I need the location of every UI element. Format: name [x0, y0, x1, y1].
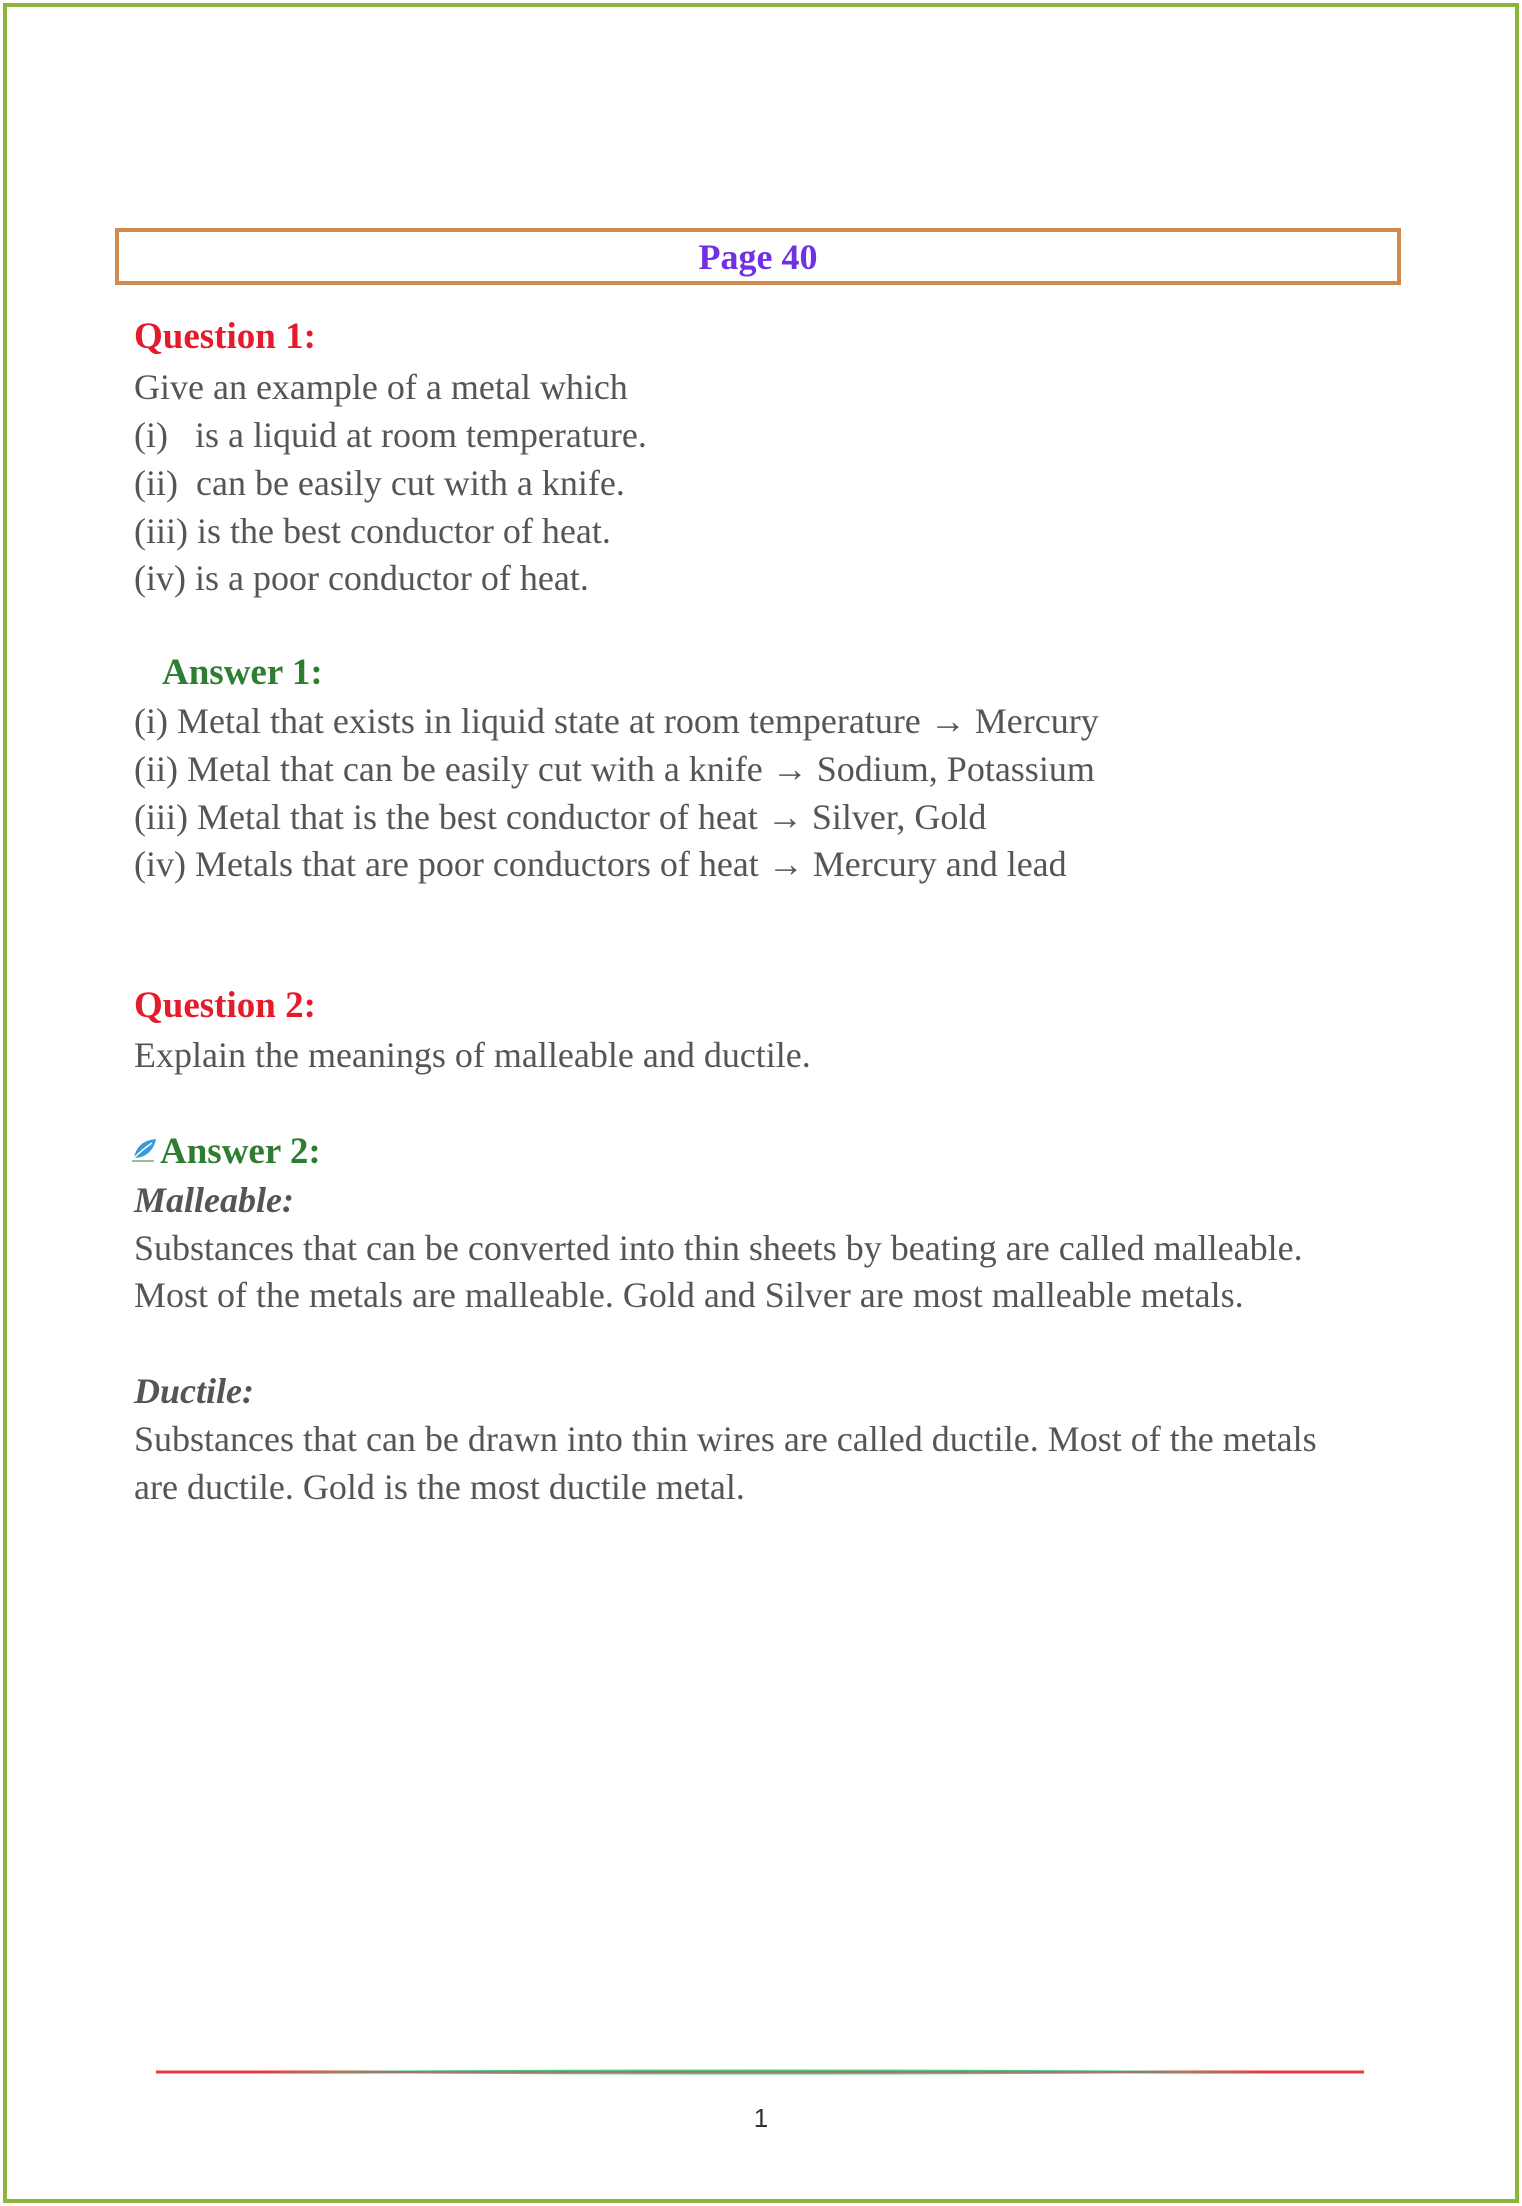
answer-1-item: (i) Metal that exists in liquid state at room temperature → Mercury [134, 701, 1099, 741]
ductile-definition-line: Substances that can be drawn into thin wires are called ductile. Most of the metals [134, 1419, 1317, 1459]
malleable-definition-line: Most of the metals are malleable. Gold and Silver are most malleable metals. [134, 1275, 1244, 1315]
answer-1-item: (iii) Metal that is the best conductor of heat → Silver, Gold [134, 797, 987, 837]
question-2-prompt: Explain the meanings of malleable and ductile. [134, 1035, 811, 1075]
term-malleable: Malleable: [134, 1180, 294, 1220]
answer-1-item: (iv) Metals that are poor conductors of heat → Mercury and lead [134, 844, 1067, 884]
question-2-title: Question 2: [134, 985, 316, 1026]
page-header-title: Page 40 [698, 236, 818, 277]
ductile-definition-line: are ductile. Gold is the most ductile metal. [134, 1467, 745, 1507]
footer-divider [156, 2067, 1364, 2077]
answer-1-title: Answer 1: [162, 652, 323, 693]
term-ductile: Ductile: [134, 1371, 254, 1411]
leaf-logo-icon [130, 1136, 158, 1164]
page-header-box [115, 228, 1401, 285]
page-number: 1 [753, 2103, 769, 2133]
answer-1-item: (ii) Metal that can be easily cut with a knife → Sodium, Potassium [134, 749, 1095, 789]
question-1-item: (iii) is the best conductor of heat. [134, 511, 611, 551]
question-1-item: (i) is a liquid at room temperature. [134, 415, 647, 455]
question-1-title: Question 1: [134, 316, 316, 357]
malleable-definition-line: Substances that can be converted into thin sheets by beating are called malleable. [134, 1228, 1303, 1268]
question-1-item: (iv) is a poor conductor of heat. [134, 558, 589, 598]
answer-2-title: Answer 2: [160, 1131, 321, 1172]
question-1-prompt: Give an example of a metal which [134, 367, 628, 407]
question-1-item: (ii) can be easily cut with a knife. [134, 463, 625, 503]
